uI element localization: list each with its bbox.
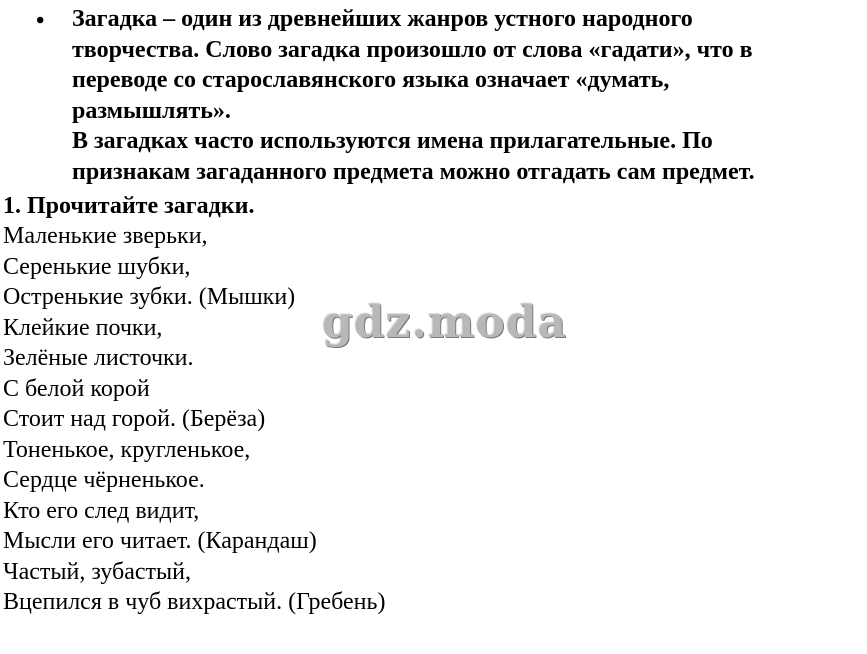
bullet-point: • bbox=[36, 8, 45, 34]
riddle-line: Кто его след видит, bbox=[3, 497, 200, 524]
riddle-line: Вцепился в чуб вихрастый. (Гребень) bbox=[3, 589, 386, 615]
riddle-line: Маленькие зверьки, bbox=[3, 223, 208, 249]
riddle-line: Стоит над горой. (Берёза) bbox=[3, 406, 266, 432]
riddle-line: Серенькие шубки, bbox=[3, 253, 191, 280]
riddle-line: Частый, зубастый, bbox=[3, 558, 191, 585]
riddles-list bbox=[3, 221, 385, 618]
riddle-line: Тоненькое, кругленькое, bbox=[3, 436, 251, 463]
intro-line: В загадках часто используются имена прилагательные. По bbox=[72, 128, 713, 154]
intro-line: размышлять». bbox=[72, 97, 231, 124]
intro-line: признакам загаданного предмета можно отгадать сам предмет. bbox=[72, 158, 755, 185]
riddle-line: Остренькие зубки. (Мышки) bbox=[3, 284, 296, 310]
intro-section bbox=[0, 4, 860, 187]
intro-line: Загадка – один из древнейших жанров устного народного bbox=[72, 6, 693, 32]
riddle-line: Мысли его читает. (Карандаш) bbox=[3, 528, 317, 554]
intro-paragraph bbox=[72, 4, 860, 187]
intro-line: творчества. Слово загадка произошло от слова «гадати», что в bbox=[72, 36, 753, 63]
riddle-line: С белой корой bbox=[3, 375, 150, 402]
task-heading: 1. Прочитайте загадки. bbox=[3, 193, 255, 219]
riddle-line: Сердце чёрненькое. bbox=[3, 467, 205, 493]
watermark-logo: gdz.moda bbox=[322, 297, 568, 348]
riddle-line: Клейкие почки, bbox=[3, 314, 163, 341]
intro-line: переводе со старославянского языка означает «думать, bbox=[72, 67, 670, 93]
riddle-line: Зелёные листочки. bbox=[3, 345, 194, 371]
